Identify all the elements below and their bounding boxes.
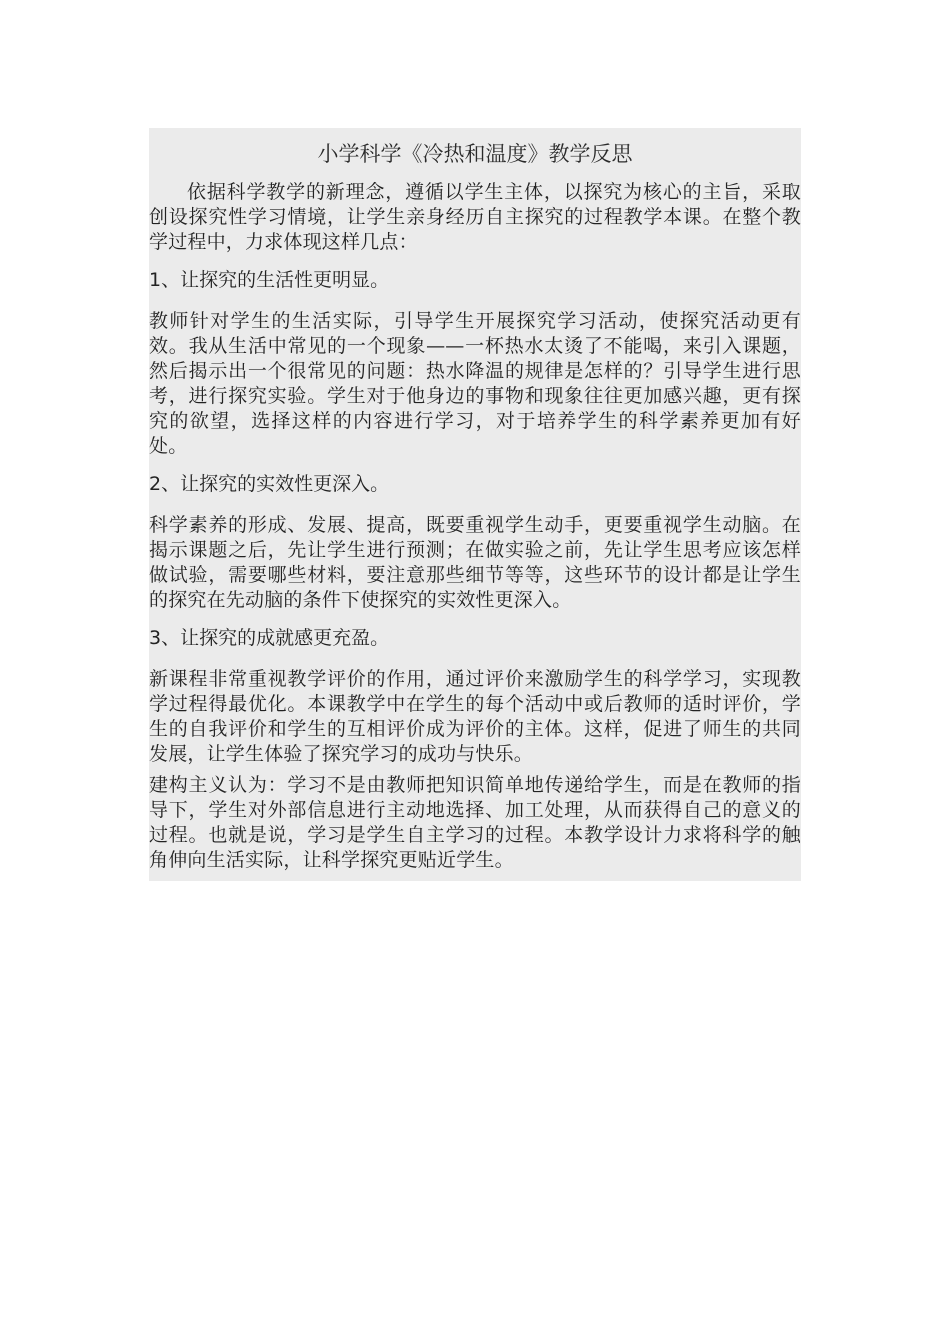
section-body-2: 科学素养的形成、发展、提高，既要重视学生动手，更要重视学生动脑。在揭示课题之后，先让学生进行预测；在做实验之前，先让学生思考应该怎样做试验，需要哪些材料，要注意那些细节等等，这些环节的设计都是让学生的探究在先动脑的条件下使探究的实效性更深入。 — [149, 514, 801, 611]
spacer — [149, 613, 801, 626]
section-body-1: 教师针对学生的生活实际，引导学生开展探究学习活动，使探究活动更有效。我从生活中常见的一个现象——一杯热水太烫了不能喝，来引入课题，然后揭示出一个很常见的问题：热水降温的规律是怎样的？引导学生进行思考，进行探究实验。学生对于他身边的事物和现象往往更加感兴趣，更有探究的欲望，选择这样的内容进行学习，对于培养学生的科学素养更加有好处。 — [149, 310, 801, 457]
spacer — [149, 293, 801, 309]
conclusion-paragraph: 建构主义认为：学习不是由教师把知识简单地传递给学生，而是在教师的指导下，学生对外部信息进行主动地选择、加工处理，从而获得自己的意义的过程。也就是说，学习是学生自主学习的过程。本教学设计力求将科学的触角伸向生活实际，让科学探究更贴近学生。 — [149, 774, 801, 871]
spacer — [149, 497, 801, 513]
spacer — [149, 651, 801, 667]
section-body-3: 新课程非常重视教学评价的作用，通过评价来激励学生的科学学习，实现教学过程得最优化。本课教学中在学生的每个活动中或后教师的适时评价，学生的自我评价和学生的互相评价成为评价的主体。这样，促进了师生的共同发展，让学生体验了探究学习的成功与快乐。 — [149, 668, 801, 765]
section-heading-3: 3、让探究的成就感更充盈。 — [149, 627, 390, 649]
intro-paragraph: 依据科学教学的新理念，遵循以学生主体，以探究为核心的主旨，采取创设探究性学习情境，让学生亲身经历自主探究的过程教学本课。在整个教学过程中，力求体现这样几点： — [149, 181, 801, 253]
document-title: 小学科学《冷热和温度》教学反思 — [317, 142, 633, 166]
section-heading-1: 1、让探究的生活性更明显。 — [149, 269, 390, 291]
document-page — [149, 128, 801, 881]
spacer — [149, 459, 801, 472]
spacer — [149, 255, 801, 268]
section-heading-2: 2、让探究的实效性更深入。 — [149, 473, 390, 495]
spacer — [149, 873, 801, 881]
